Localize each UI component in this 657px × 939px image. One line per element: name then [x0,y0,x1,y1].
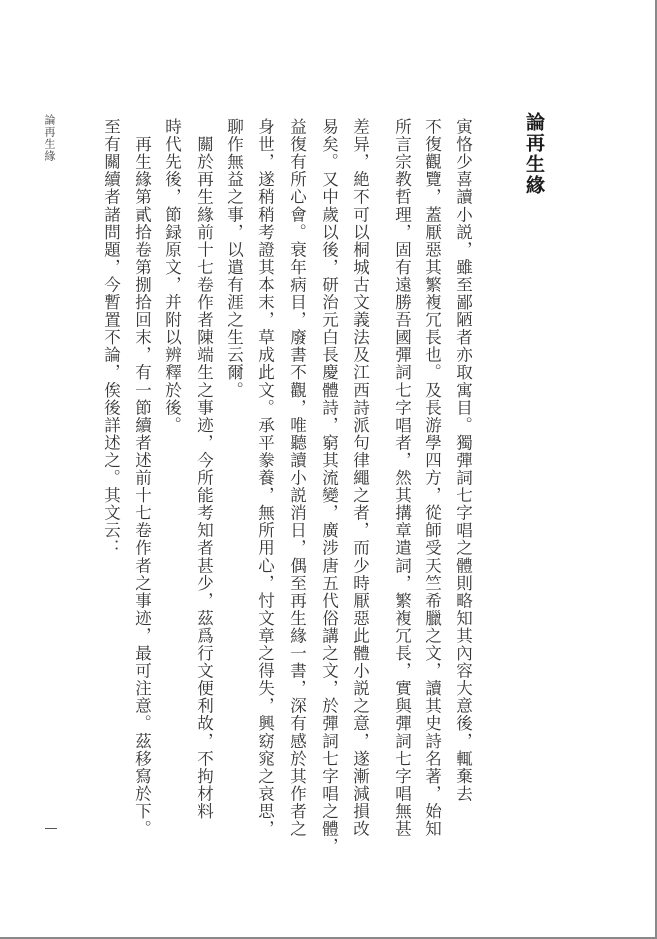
text-column-10: 時代先後，節録原文，并附以辨釋於後。 [162,118,182,434]
text-column-4: 差异，絶不可以桐城古文義法及江西詩派句律繩之者，而少時厭惡此體小説之意，遂漸減損改 [350,118,370,838]
text-column-12: 至有關續者諸問題，今暫置不論，俟後詳述之。其文云： [101,118,121,557]
text-column-11: 再生緣第貳拾卷第捌拾回末，有一節續者述前十七卷作者之事迹，最可注意。茲移寫於下。 [132,118,152,838]
text-column-9: 關於再生緣前十七卷作者陳端生之事迹，今所能考知者甚少，茲爲行文便利故，不拘材料 [194,118,214,820]
text-column-1: 寅恪少喜讀小説，雖至鄙陋者亦取寓目。獨彈詞七字唱之體則略知其內容大意後，輒棄去 [453,118,473,803]
text-column-3: 所言宗教哲理，固有遠勝吾國彈詞七字唱者，然其搆章遣詞，繁複冗長，實與彈詞七字唱無甚 [392,118,412,838]
text-column-7: 身世，遂稍稍考證其本末，草成此文。承平豢養，無所用心，忖文章之得失，興窈窕之哀思， [255,118,275,838]
text-column-2: 不復觀覽，蓋厭惡其繁複冗長也。及長游學四方，從師受天竺希臘之文，讀其史詩名著，始知 [422,118,442,838]
page-number [45,828,46,829]
chapter-title: 論再生緣 [523,112,545,196]
text-column-6: 益復有所心會。衰年病目，廢書不觀，唯聽讀小説消日，偶至再生緣一書，深有感於其作者之 [287,118,307,838]
text-column-5: 易矣。又中歲以後，研治元白長慶體詩，窮其流變，廣涉唐五代俗講之文，於彈詞七字唱之體， [319,118,339,856]
page-number-mark [45,828,57,829]
running-header: 論再生緣 [43,114,56,162]
text-column-8: 聊作無益之事，以遣有涯之生云爾。 [224,118,244,399]
